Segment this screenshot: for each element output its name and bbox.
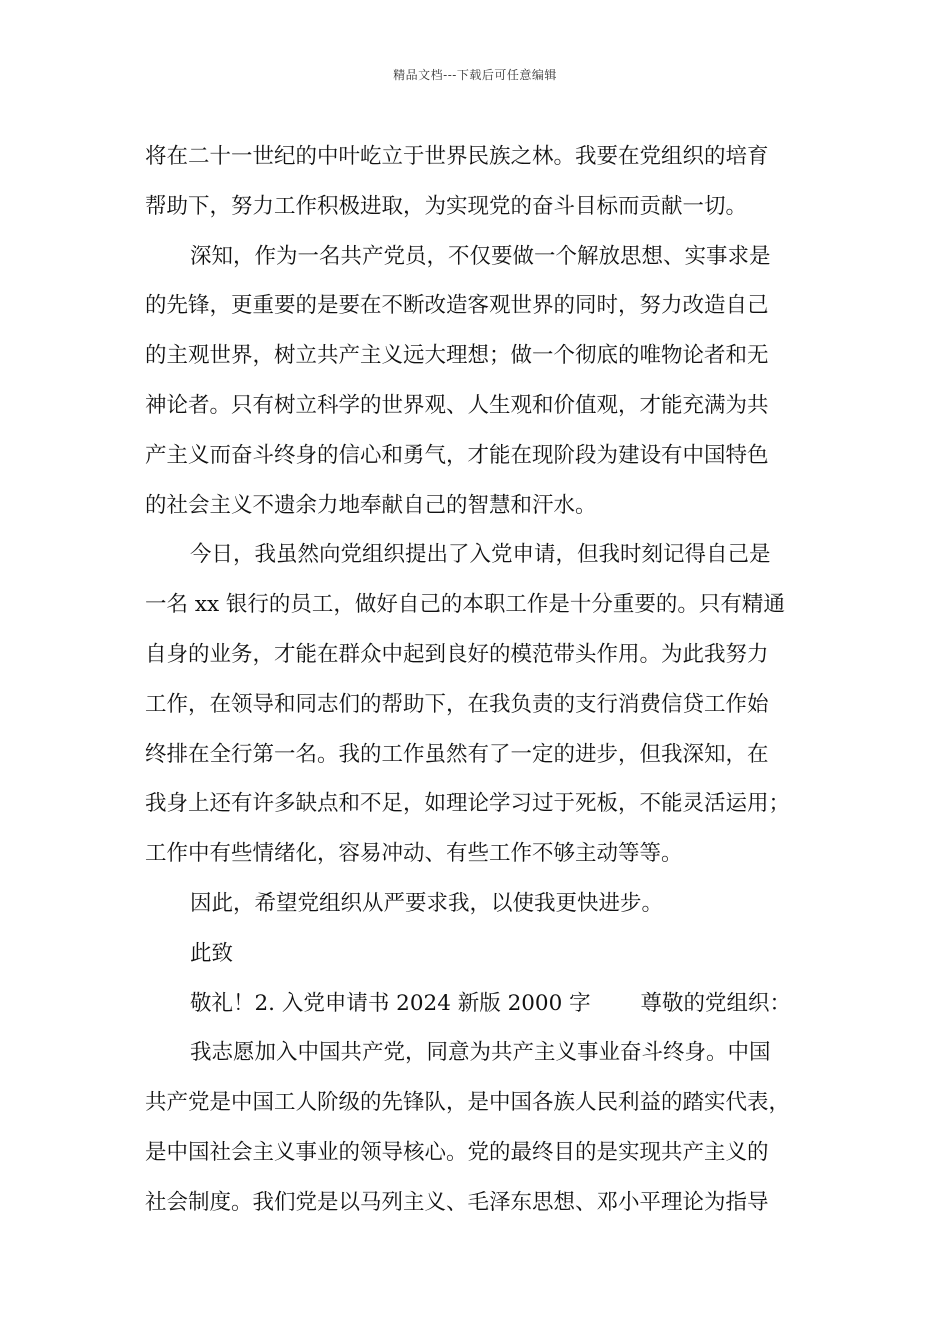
text-line: 将在二十一世纪的中叶屹立于世界民族之林。我要在党组织的培育 xyxy=(145,144,769,169)
text-line: 的主观世界，树立共产主义远大理想；做一个彻底的唯物论者和无 xyxy=(145,343,769,369)
text-line: 工作，在领导和同志们的帮助下，在我负责的支行消费信贷工作始 xyxy=(145,691,769,717)
page-header: 精品文档---下载后可任意编辑 xyxy=(393,68,557,82)
text-line: 是中国社会主义事业的领导核心。党的最终目的是实现共产主义的 xyxy=(145,1139,769,1165)
text-line: 的先锋，更重要的是要在不断改造客观世界的同时，努力改造自己 xyxy=(145,293,769,319)
text-line: 因此，希望党组织从严要求我，以使我更快进步。 xyxy=(190,890,664,916)
text-line: 今日，我虽然向党组织提出了入党申请，但我时刻记得自己是 xyxy=(190,542,771,568)
text-line: 深知，作为一名共产党员，不仅要做一个解放思想、实事求是 xyxy=(190,243,771,269)
text-line: 帮助下，努力工作积极进取，为实现党的奋斗目标而贡献一切。 xyxy=(145,193,748,219)
text-line: 我志愿加入中国共产党，同意为共产主义事业奋斗终身。中国 xyxy=(190,1040,771,1066)
text-line: 敬礼！2. 入党申请书 2024 新版 2000 字 尊敬的党组织： xyxy=(190,990,791,1016)
text-line: 一名 xx 银行的员工，做好自己的本职工作是十分重要的。只有精通 xyxy=(145,592,785,618)
text-line: 产主义而奋斗终身的信心和勇气，才能在现阶段为建设有中国特色 xyxy=(145,442,769,468)
text-line: 此致 xyxy=(190,940,234,966)
text-line: 神论者。只有树立科学的世界观、人生观和价值观，才能充满为共 xyxy=(145,392,769,418)
text-line: 社会制度。我们党是以马列主义、毛泽东思想、邓小平理论为指导 xyxy=(145,1189,769,1215)
text-line: 自身的业务，才能在群众中起到良好的模范带头作用。为此我努力 xyxy=(145,641,769,667)
text-line: 共产党是中国工人阶级的先锋队，是中国各族人民利益的踏实代表， xyxy=(145,1090,791,1116)
text-line: 的社会主义不遗余力地奉献自己的智慧和汗水。 xyxy=(145,492,597,518)
text-line: 工作中有些情绪化，容易冲动、有些工作不够主动等等。 xyxy=(145,841,683,867)
document-body xyxy=(145,132,810,1228)
text-line: 我身上还有许多缺点和不足，如理论学习过于死板，不能灵活运用； xyxy=(145,791,791,817)
text-line: 终排在全行第一名。我的工作虽然有了一定的进步，但我深知，在 xyxy=(145,741,769,767)
